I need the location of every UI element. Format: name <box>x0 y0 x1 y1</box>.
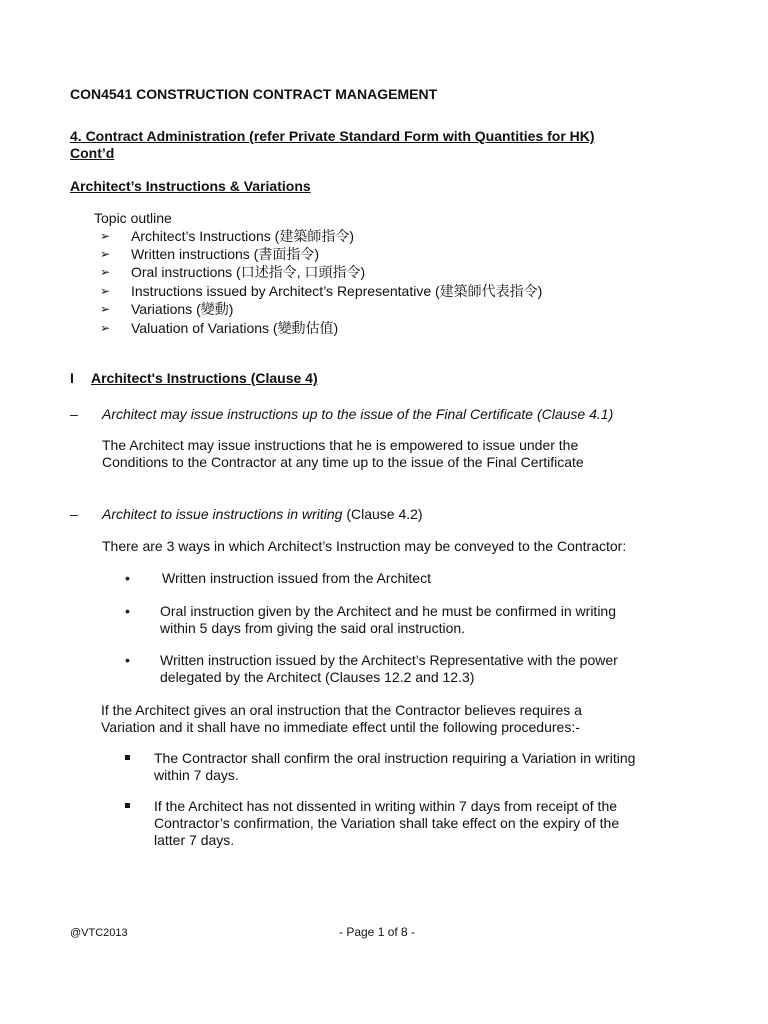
arrow-bullet-icon: ➢ <box>100 265 111 279</box>
bullet-icon: • <box>125 570 130 586</box>
clause-4-1-paragraph-line1: The Architect may issue instructions that he is empowered to issue under the <box>102 437 579 453</box>
arrow-bullet-icon: ➢ <box>100 247 111 261</box>
way-item-line1: Oral instruction given by the Architect and he must be confirmed in writing <box>160 603 616 619</box>
way-item-line2: within 5 days from giving the said oral instruction. <box>160 620 466 636</box>
way-item-line1: Written instruction issued by the Architect’s Representative with the power <box>160 652 618 668</box>
oral-paragraph-line1: If the Architect gives an oral instruction that the Contractor believes requires a <box>101 702 582 718</box>
subheading: Architect’s Instructions & Variations <box>70 178 311 194</box>
clause-4-1-heading: Architect may issue instructions up to the issue of the Final Certificate (Clause 4.1) <box>102 406 614 422</box>
way-item-line2: delegated by the Architect (Clauses 12.2 and 12.3) <box>160 669 475 685</box>
clause-4-1-paragraph-line2: Conditions to the Contractor at any time up to the issue of the Final Certificate <box>102 454 584 470</box>
procedure-line2: Contractor’s confirmation, the Variation shall take effect on the expiry of the <box>154 815 620 831</box>
arrow-bullet-icon: ➢ <box>100 284 111 298</box>
clause-4-2-heading-text: Architect to issue instructions in writing <box>102 506 343 522</box>
dash-marker: – <box>70 406 78 422</box>
bullet-icon: • <box>125 603 130 619</box>
topic-item: Valuation of Variations (變動估值) <box>131 320 339 336</box>
procedure-line1: The Contractor shall confirm the oral instruction requiring a Variation in writing <box>154 750 636 766</box>
topic-item: Variations (變動) <box>131 301 234 317</box>
section-heading-line2: Cont’d <box>70 145 115 161</box>
arrow-bullet-icon: ➢ <box>100 229 111 243</box>
course-title: CON4541 CONSTRUCTION CONTRACT MANAGEMENT <box>70 86 438 102</box>
clause-4-2-heading <box>102 506 423 523</box>
square-bullet-icon <box>125 755 130 760</box>
procedure-line2: within 7 days. <box>154 767 239 783</box>
topic-item: Written instructions (書面指令) <box>131 246 319 262</box>
square-bullet-icon <box>125 803 130 808</box>
oral-paragraph-line2: Variation and it shall have no immediate effect until the following procedures:- <box>101 719 580 735</box>
dash-marker: – <box>70 506 78 522</box>
topic-item: Instructions issued by Architect’s Representative (建築師代表指令) <box>131 283 543 299</box>
topic-item: Architect’s Instructions (建築師指令) <box>131 228 355 244</box>
arrow-bullet-icon: ➢ <box>100 321 111 335</box>
page-number: - Page 1 of 8 - <box>339 925 416 939</box>
way-item-line1: Written instruction issued from the Architect <box>162 570 431 586</box>
section-heading-line1: 4. Contract Administration (refer Private Standard Form with Quantities for HK) <box>70 128 595 144</box>
topic-outline-label: Topic outline <box>94 210 172 226</box>
procedure-line1: If the Architect has not dissented in writing within 7 days from receipt of the <box>154 798 618 814</box>
clause-4-2-ref: (Clause 4.2) <box>342 506 423 522</box>
part-title: Architect's Instructions (Clause 4) <box>91 370 318 386</box>
bullet-icon: • <box>125 652 130 668</box>
topic-item: Oral instructions (口述指令, 口頭指令) <box>131 264 366 280</box>
ways-intro: There are 3 ways in which Architect’s Instruction may be conveyed to the Contractor: <box>102 538 627 554</box>
part-numeral: I <box>70 370 74 386</box>
procedure-line3: latter 7 days. <box>154 832 235 848</box>
footer-copyright: @VTC2013 <box>70 927 128 939</box>
arrow-bullet-icon: ➢ <box>100 302 111 316</box>
